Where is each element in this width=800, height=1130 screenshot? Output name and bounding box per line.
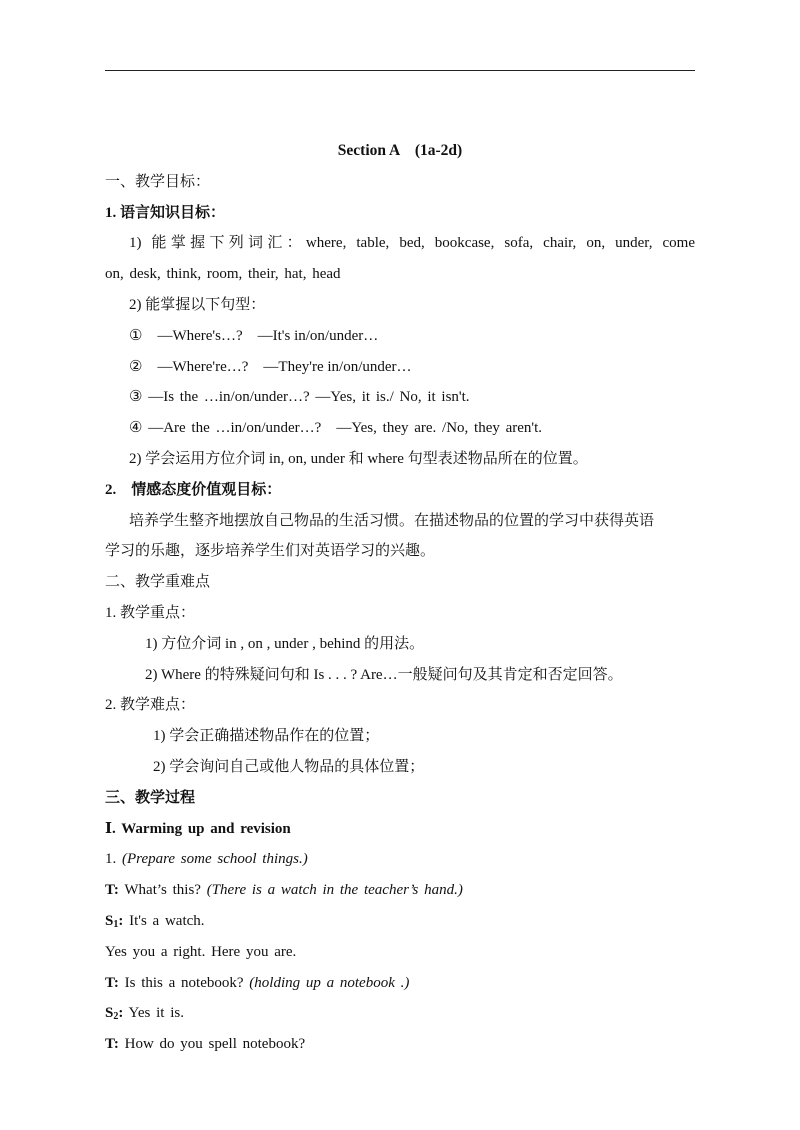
sentence-pattern-4: ④ —Are the …in/on/under…? —Yes, they are. /No, they aren't. [129, 420, 543, 437]
dialogue-line-student-2 [105, 998, 695, 1029]
language-goal-heading: 1. 语言知识目标： [105, 204, 226, 221]
speaker-teacher: T: [105, 1036, 119, 1053]
key-point-1: 1) 方位介词 in , on , under , behind 的用法。 [145, 635, 425, 652]
sentence-pattern-2: ② —Where're…? —They're in/on/under… [129, 358, 412, 375]
stage-direction: (There is a watch in the teacher’s hand.) [206, 882, 463, 899]
dialogue-line-teacher-reply: Yes you a right. Here you are. [105, 943, 297, 960]
dialogue-line-teacher-1 [105, 875, 695, 906]
speaker-subscript: 2 [113, 1011, 119, 1023]
key-point-2: 2) Where 的特殊疑问句和 Is . . . ? Are…一般疑问句及其肯定和否定回答。 [145, 666, 623, 683]
section-title: Section A (1a-2d) [337, 142, 463, 159]
speaker-student-1: $S_1$: [105, 912, 124, 930]
warming-up-step: Ⅰ. Warming up and revision [105, 820, 291, 837]
speaker-subscript: 1 [113, 918, 119, 930]
prepare-note: (Prepare some school things.) [122, 851, 308, 868]
difficult-point-1: 1) 学会正确描述物品作在的位置； [153, 728, 380, 745]
key-points-label: 1. 教学重点： [105, 604, 196, 621]
speaker-student-2: $S_2$: [105, 1005, 124, 1023]
speaker-teacher: T: [105, 882, 119, 899]
header-rule [105, 70, 695, 71]
prepare-number: 1. [105, 851, 117, 868]
speaker-letter: S [105, 912, 114, 929]
dialogue-line-teacher-3 [105, 1029, 695, 1060]
speaker-letter: S [105, 1005, 114, 1022]
dialogue-text: It's a watch. [129, 912, 205, 929]
stage-direction: (holding up a notebook .) [249, 974, 410, 991]
vocabulary-line-2: on, desk, think, room, their, hat, head [105, 266, 341, 283]
key-difficult-points-heading: 二、教学重难点 [105, 574, 211, 591]
teaching-objectives-heading: 一、教学目标： [105, 173, 211, 190]
dialogue-line-student-1 [105, 906, 695, 937]
difficult-point-2: 2) 学会询问自己或他人物品的具体位置； [153, 758, 425, 775]
dialogue-line-teacher-2 [105, 968, 695, 999]
prepare-line [105, 844, 695, 875]
dialogue-text: How do you spell notebook? [124, 1036, 306, 1053]
sentence-pattern-3: ③ —Is the …in/on/under…? —Yes, it is./ No, it isn't. [129, 389, 470, 406]
difficult-points-label: 2. 教学难点： [105, 697, 196, 714]
sentence-pattern-intro: 2) 能掌握以下句型： [129, 296, 266, 313]
teaching-process-heading: 三、教学过程 [105, 789, 196, 806]
emotion-goal-line-2: 学习的乐趣，逐步培养学生们对英语学习的兴趣。 [105, 543, 436, 560]
speaker-teacher: T: [105, 974, 119, 991]
lesson-plan-document [105, 136, 695, 1060]
dialogue-text: What’s this? [124, 882, 201, 899]
emotion-goal-line-1: 培养学生整齐地摆放自己物品的生活习惯。在描述物品的位置的学习中获得英语 [129, 512, 655, 529]
vocabulary-line-1: 1) 能掌握下列词汇：where, table, bed, bookcase, sofa, chair, on, under, come [129, 235, 695, 252]
emotion-goal-heading: 2. 情感态度价值观目标： [105, 481, 282, 498]
dialogue-text: Is this a notebook? [124, 974, 244, 991]
sentence-pattern-1: ① —Where's…? —It's in/on/under… [129, 327, 379, 344]
dialogue-text: Yes it is. [128, 1005, 184, 1022]
preposition-use-goal: 2) 学会运用方位介词 in, on, under 和 where 句型表述物品所在的位置。 [129, 450, 588, 467]
